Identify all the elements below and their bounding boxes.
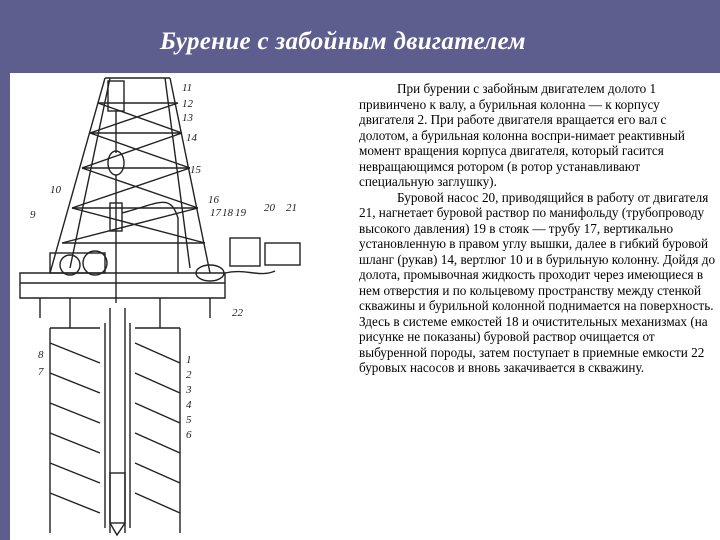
label-11: 11 — [182, 82, 193, 94]
label-16: 16 — [208, 194, 219, 206]
label-1: 1 — [186, 354, 192, 366]
label-9: 9 — [30, 209, 36, 221]
label-19: 19 — [235, 207, 246, 219]
label-4: 4 — [186, 399, 192, 411]
drilling-rig-drawing — [10, 73, 320, 540]
label-3: 3 — [186, 384, 192, 396]
label-8: 8 — [38, 349, 44, 361]
label-20: 20 — [264, 202, 275, 214]
label-22: 22 — [232, 307, 243, 319]
drilling-rig-diagram — [10, 73, 320, 540]
label-2: 2 — [186, 369, 192, 381]
label-14: 14 — [186, 132, 197, 144]
description-text — [359, 81, 716, 376]
slide-title: Бурение с забойным двигателем — [160, 28, 526, 55]
label-21: 21 — [286, 202, 297, 214]
label-15: 15 — [190, 164, 201, 176]
label-7: 7 — [38, 366, 44, 378]
label-17: 17 — [210, 207, 221, 219]
paragraph-1: При бурении с забойным двигателем долото 1 привинчено к валу, а бурильная колонна — к корпусу двигателя 2. При работе двигателя вращается его вал с долотом, а бурильная колонна воспри-нимает реактивный момент вращения корпуса двигателя, который гасится невращающимся ротором (в ротор устанавливают специальную заглушку). — [359, 81, 685, 189]
label-6: 6 — [186, 429, 192, 441]
label-18: 18 — [222, 207, 233, 219]
paragraph-2: Буровой насос 20, приводящийся в работу от двигателя 21, нагнетает буровой раствор по манифольду (трубопроводу высокого давления) 19 в стояк — трубу 17, вертикально установленную в правом углу вышки, далее в гибкий буровой шланг (рукав) 14, вертлюг 10 и в бурильную колонну. Дойдя до долота, промывочная жидкость проходит через имеющиеся в нем отверстия и по кольцевому пространству между стенкой скважины и бурильной колонной поднимается на поверхность. Здесь в системе емкостей 18 и очистительных механизмах (на рисунке не показаны) буровой раствор очищается от выбуренной породы, затем поступает в приемные емкости 22 буровых насосов и вновь закачивается в скважину. — [359, 189, 716, 375]
label-12: 12 — [182, 98, 193, 110]
label-10: 10 — [50, 184, 61, 196]
label-13: 13 — [182, 112, 193, 124]
label-5: 5 — [186, 414, 192, 426]
